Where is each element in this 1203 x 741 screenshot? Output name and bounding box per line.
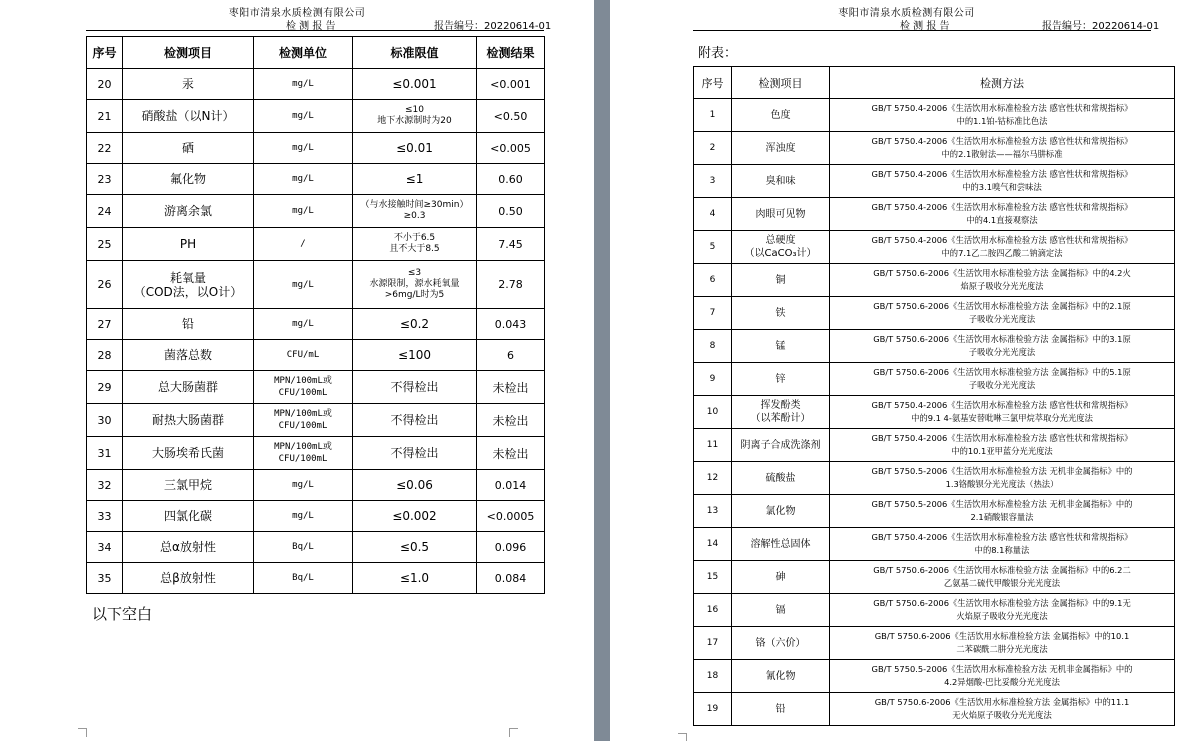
- cell-result: 0.60: [477, 164, 545, 195]
- cell-limit: 不得检出: [353, 437, 477, 470]
- cell-limit: ≤10 地下水源制时为20: [353, 100, 477, 133]
- cell-limit: ≤1: [353, 164, 477, 195]
- cell-item: 镉: [732, 594, 830, 627]
- table-row: [694, 528, 1175, 561]
- cell-unit: mg/L: [254, 470, 353, 501]
- cell-unit: MPN/100mL或 CFU/100mL: [254, 437, 353, 470]
- cell-limit: ≤1.0: [353, 563, 477, 594]
- cell-result: 未检出: [477, 371, 545, 404]
- cell-no: 28: [87, 340, 123, 371]
- cell-item: 三氯甲烷: [123, 470, 254, 501]
- cell-no: 6: [694, 264, 732, 297]
- table-row: [694, 627, 1175, 660]
- table-row: [694, 693, 1175, 726]
- cell-item: 游离余氯: [123, 195, 254, 228]
- cell-no: 31: [87, 437, 123, 470]
- table-row: [694, 99, 1175, 132]
- table-row: [694, 561, 1175, 594]
- cell-no: 29: [87, 371, 123, 404]
- cell-no: 15: [694, 561, 732, 594]
- methods-table-header: [694, 67, 1175, 99]
- cell-item: 硒: [123, 133, 254, 164]
- cell-result: <0.001: [477, 69, 545, 100]
- cell-no: 35: [87, 563, 123, 594]
- cell-item: 色度: [732, 99, 830, 132]
- cell-item: 溶解性总固体: [732, 528, 830, 561]
- table-row: [694, 330, 1175, 363]
- cell-no: 20: [87, 69, 123, 100]
- cell-result: 0.084: [477, 563, 545, 594]
- cell-method: GB/T 5750.6-2006《生活饮用水标准检验方法 金属指标》中的3.1原 子吸收分光光度法: [830, 330, 1175, 363]
- cell-method: GB/T 5750.5-2006《生活饮用水标准检验方法 无机非金属指标》中的 4.2异烟酸-巴比妥酸分光光度法: [830, 660, 1175, 693]
- table-row: [87, 437, 545, 470]
- cell-item: 总α放射性: [123, 532, 254, 563]
- cell-item: 铅: [732, 693, 830, 726]
- cell-no: 16: [694, 594, 732, 627]
- cell-method: GB/T 5750.4-2006《生活饮用水标准检验方法 感官性状和常规指标》 中的7.1乙二胺四乙酸二钠滴定法: [830, 231, 1175, 264]
- table-row: [87, 133, 545, 164]
- cell-no: 12: [694, 462, 732, 495]
- cell-method: GB/T 5750.4-2006《生活饮用水标准检验方法 感官性状和常规指标》 中的10.1亚甲蓝分光光度法: [830, 429, 1175, 462]
- cell-item: 锌: [732, 363, 830, 396]
- cell-item: 氯化物: [732, 495, 830, 528]
- table-row: [87, 501, 545, 532]
- table-row: [694, 396, 1175, 429]
- cell-result: <0.0005: [477, 501, 545, 532]
- col-header-item: 检测项目: [123, 37, 254, 69]
- cell-no: 24: [87, 195, 123, 228]
- cell-result: 0.096: [477, 532, 545, 563]
- cell-result: 0.014: [477, 470, 545, 501]
- table-row: [87, 532, 545, 563]
- cell-item: 菌落总数: [123, 340, 254, 371]
- header-rule: [86, 30, 544, 31]
- cell-no: 10: [694, 396, 732, 429]
- cell-unit: mg/L: [254, 133, 353, 164]
- cell-item: 砷: [732, 561, 830, 594]
- cell-result: 6: [477, 340, 545, 371]
- cell-limit: ≤0.01: [353, 133, 477, 164]
- cell-method: GB/T 5750.6-2006《生活饮用水标准检验方法 金属指标》中的6.2二 乙氨基二硫代甲酸银分光光度法: [830, 561, 1175, 594]
- table-row: [87, 404, 545, 437]
- cell-no: 32: [87, 470, 123, 501]
- table-row: [87, 195, 545, 228]
- table-row: [87, 563, 545, 594]
- cell-item: PH: [123, 228, 254, 261]
- cell-no: 26: [87, 261, 123, 309]
- cell-item: 铅: [123, 309, 254, 340]
- cell-no: 7: [694, 297, 732, 330]
- cell-item: 挥发酚类 （以苯酚计）: [732, 396, 830, 429]
- cell-item: 总硬度 （以CaCO₃计）: [732, 231, 830, 264]
- cell-item: 臭和味: [732, 165, 830, 198]
- cell-result: 0.50: [477, 195, 545, 228]
- results-table: [86, 36, 545, 594]
- cell-limit: ≤0.001: [353, 69, 477, 100]
- cell-method: GB/T 5750.5-2006《生活饮用水标准检验方法 无机非金属指标》中的 2.1硝酸银容量法: [830, 495, 1175, 528]
- cell-item: 氰化物: [732, 660, 830, 693]
- cell-unit: Bq/L: [254, 563, 353, 594]
- cell-no: 11: [694, 429, 732, 462]
- table-row: [694, 264, 1175, 297]
- cell-no: 34: [87, 532, 123, 563]
- cell-limit: ≤0.002: [353, 501, 477, 532]
- cell-no: 2: [694, 132, 732, 165]
- table-row: [87, 164, 545, 195]
- table-row: [694, 297, 1175, 330]
- cell-method: GB/T 5750.4-2006《生活饮用水标准检验方法 感官性状和常规指标》 中的1.1铂-钴标准比色法: [830, 99, 1175, 132]
- cell-no: 19: [694, 693, 732, 726]
- cell-no: 18: [694, 660, 732, 693]
- cell-no: 21: [87, 100, 123, 133]
- page-corner-mark: [509, 728, 518, 737]
- document-title: 检 测 报 告: [286, 21, 336, 32]
- cell-method: GB/T 5750.6-2006《生活饮用水标准检验方法 金属指标》中的9.1无 火焰原子吸收分光光度法: [830, 594, 1175, 627]
- cell-method: GB/T 5750.6-2006《生活饮用水标准检验方法 金属指标》中的5.1原 子吸收分光光度法: [830, 363, 1175, 396]
- table-row: [694, 660, 1175, 693]
- table-row: [694, 462, 1175, 495]
- cell-unit: mg/L: [254, 164, 353, 195]
- report-number: 报告编号：20220614-01: [434, 21, 552, 32]
- cell-item: 耐热大肠菌群: [123, 404, 254, 437]
- cell-result: 7.45: [477, 228, 545, 261]
- cell-limit: ≤100: [353, 340, 477, 371]
- cell-limit: ≤0.5: [353, 532, 477, 563]
- cell-item: 铁: [732, 297, 830, 330]
- col-header-method: 检测方法: [830, 67, 1175, 99]
- col-header-item: 检测项目: [732, 67, 830, 99]
- cell-limit: ≤3 水源限制，源水耗氧量 >6mg/L时为5: [353, 261, 477, 309]
- cell-result: 未检出: [477, 404, 545, 437]
- header-rule: [693, 30, 1151, 31]
- cell-unit: MPN/100mL或 CFU/100mL: [254, 371, 353, 404]
- table-row: [694, 429, 1175, 462]
- cell-no: 17: [694, 627, 732, 660]
- company-name: 枣阳市清泉水质检测有限公司: [228, 8, 366, 19]
- cell-method: GB/T 5750.4-2006《生活饮用水标准检验方法 感官性状和常规指标》 中的8.1称量法: [830, 528, 1175, 561]
- cell-limit: ≤0.2: [353, 309, 477, 340]
- table-row: [87, 100, 545, 133]
- cell-method: GB/T 5750.6-2006《生活饮用水标准检验方法 金属指标》中的10.1 二苯碳酰二肼分光光度法: [830, 627, 1175, 660]
- cell-unit: mg/L: [254, 309, 353, 340]
- cell-item: 硝酸盐（以N计）: [123, 100, 254, 133]
- cell-item: 浑浊度: [732, 132, 830, 165]
- cell-result: 未检出: [477, 437, 545, 470]
- cell-result: <0.005: [477, 133, 545, 164]
- cell-no: 27: [87, 309, 123, 340]
- cell-no: 22: [87, 133, 123, 164]
- results-table-header: [87, 37, 545, 69]
- cell-result: 0.043: [477, 309, 545, 340]
- cell-method: GB/T 5750.4-2006《生活饮用水标准检验方法 感官性状和常规指标》 中的2.1散射法——福尔马肼标准: [830, 132, 1175, 165]
- cell-item: 耗氧量 （COD法，以O计）: [123, 261, 254, 309]
- cell-item: 大肠埃希氏菌: [123, 437, 254, 470]
- cell-no: 25: [87, 228, 123, 261]
- cell-no: 33: [87, 501, 123, 532]
- cell-unit: Bq/L: [254, 532, 353, 563]
- cell-item: 氟化物: [123, 164, 254, 195]
- col-header-result: 检测结果: [477, 37, 545, 69]
- cell-no: 1: [694, 99, 732, 132]
- table-row: [694, 231, 1175, 264]
- cell-item: 铬（六价）: [732, 627, 830, 660]
- document-title: 检 测 报 告: [900, 21, 950, 32]
- cell-unit: mg/L: [254, 69, 353, 100]
- cell-unit: mg/L: [254, 261, 353, 309]
- cell-unit: mg/L: [254, 100, 353, 133]
- cell-method: GB/T 5750.4-2006《生活饮用水标准检验方法 感官性状和常规指标》 中的9.1 4-氨基安替吡啉三氯甲烷萃取分光光度法: [830, 396, 1175, 429]
- cell-unit: /: [254, 228, 353, 261]
- cell-method: GB/T 5750.6-2006《生活饮用水标准检验方法 金属指标》中的11.1 无火焰原子吸收分光光度法: [830, 693, 1175, 726]
- cell-method: GB/T 5750.5-2006《生活饮用水标准检验方法 无机非金属指标》中的 1.3铬酸钡分光光度法（热法）: [830, 462, 1175, 495]
- page-corner-mark: [678, 733, 687, 741]
- cell-item: 总大肠菌群: [123, 371, 254, 404]
- cell-limit: （与水接触时间≥30min） ≥0.3: [353, 195, 477, 228]
- cell-no: 4: [694, 198, 732, 231]
- cell-item: 铜: [732, 264, 830, 297]
- report-page-left: [0, 0, 594, 741]
- cell-item: 锰: [732, 330, 830, 363]
- table-row: [694, 198, 1175, 231]
- cell-no: 30: [87, 404, 123, 437]
- page-corner-mark: [78, 728, 87, 737]
- table-row: [694, 363, 1175, 396]
- cell-limit: 不得检出: [353, 404, 477, 437]
- cell-unit: CFU/mL: [254, 340, 353, 371]
- cell-no: 8: [694, 330, 732, 363]
- cell-result: <0.50: [477, 100, 545, 133]
- table-row: [87, 261, 545, 309]
- table-row: [87, 228, 545, 261]
- cell-item: 硫酸盐: [732, 462, 830, 495]
- table-row: [694, 165, 1175, 198]
- cell-item: 汞: [123, 69, 254, 100]
- table-row: [694, 495, 1175, 528]
- appendix-label: 附表：: [698, 46, 738, 61]
- table-row: [87, 69, 545, 100]
- cell-limit: ≤0.06: [353, 470, 477, 501]
- cell-item: 阴离子合成洗涤剂: [732, 429, 830, 462]
- methods-table: [693, 66, 1175, 726]
- cell-limit: 不得检出: [353, 371, 477, 404]
- cell-unit: mg/L: [254, 195, 353, 228]
- cell-unit: MPN/100mL或 CFU/100mL: [254, 404, 353, 437]
- report-page-right: [610, 0, 1203, 741]
- cell-item: 四氯化碳: [123, 501, 254, 532]
- cell-no: 13: [694, 495, 732, 528]
- col-header-limit: 标准限值: [353, 37, 477, 69]
- cell-no: 14: [694, 528, 732, 561]
- table-row: [87, 371, 545, 404]
- table-row: [87, 340, 545, 371]
- cell-limit: 不小于6.5 且不大于8.5: [353, 228, 477, 261]
- table-row: [87, 470, 545, 501]
- col-header-no: 序号: [87, 37, 123, 69]
- col-header-no: 序号: [694, 67, 732, 99]
- table-row: [694, 594, 1175, 627]
- cell-no: 5: [694, 231, 732, 264]
- col-header-unit: 检测单位: [254, 37, 353, 69]
- cell-no: 9: [694, 363, 732, 396]
- report-number: 报告编号：20220614-01: [1042, 21, 1160, 32]
- cell-method: GB/T 5750.4-2006《生活饮用水标准检验方法 感官性状和常规指标》 中的4.1直接观察法: [830, 198, 1175, 231]
- table-row: [87, 309, 545, 340]
- cell-item: 肉眼可见物: [732, 198, 830, 231]
- cell-no: 23: [87, 164, 123, 195]
- cell-method: GB/T 5750.6-2006《生活饮用水标准检验方法 金属指标》中的4.2火 焰原子吸收分光光度法: [830, 264, 1175, 297]
- cell-method: GB/T 5750.4-2006《生活饮用水标准检验方法 感官性状和常规指标》 中的3.1嗅气和尝味法: [830, 165, 1175, 198]
- cell-method: GB/T 5750.6-2006《生活饮用水标准检验方法 金属指标》中的2.1原 子吸收分光光度法: [830, 297, 1175, 330]
- company-name: 枣阳市清泉水质检测有限公司: [838, 8, 975, 19]
- cell-result: 2.78: [477, 261, 545, 309]
- cell-no: 3: [694, 165, 732, 198]
- blank-below-note: 以下空白: [92, 605, 153, 623]
- table-row: [694, 132, 1175, 165]
- cell-unit: mg/L: [254, 501, 353, 532]
- cell-item: 总β放射性: [123, 563, 254, 594]
